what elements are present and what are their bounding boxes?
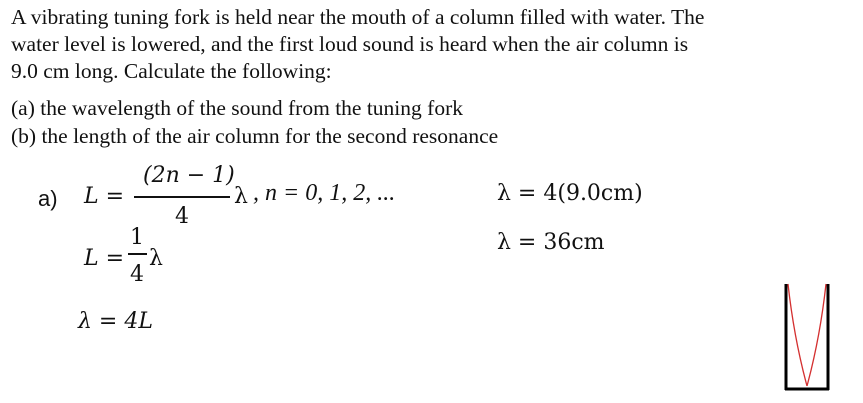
solution-label: a) — [38, 186, 58, 211]
eq1-fraction-bar — [134, 196, 230, 198]
resonance-tube-diagram — [780, 278, 836, 396]
problem-statement — [11, 4, 851, 85]
eq2-numerator: 1 — [130, 225, 144, 250]
eq1-denominator: 4 — [175, 204, 189, 229]
eq4: λ = 4(9.0cm) — [497, 181, 643, 206]
problem-line-3: 9.0 cm long. Calculate the following: — [11, 59, 332, 83]
question-part-a: (a) the wavelength of the sound from the tuning fork — [11, 96, 463, 120]
eq2-denominator: 4 — [130, 262, 144, 287]
eq1-lhs: L = — [84, 184, 125, 209]
eq1-condition: , n = 0, 1, 2, ... — [253, 180, 396, 206]
eq2-fraction-bar — [128, 253, 147, 255]
problem-line-1: A vibrating tuning fork is held near the mouth of a column filled with water. The — [11, 5, 705, 29]
problem-line-2: water level is lowered, and the first loud sound is heard when the air column is — [11, 32, 689, 56]
eq1-numerator: (2n − 1) — [143, 163, 235, 188]
wave-right-curve — [807, 284, 826, 386]
eq3: λ = 4L — [78, 309, 153, 334]
eq2-lambda: λ — [149, 246, 163, 271]
eq2-lhs: L = — [84, 246, 125, 271]
eq1-lambda: λ — [234, 184, 248, 209]
question-part-b: (b) the length of the air column for the second resonance — [11, 124, 499, 148]
wave-left-curve — [788, 284, 807, 386]
eq5: λ = 36cm — [497, 230, 605, 255]
